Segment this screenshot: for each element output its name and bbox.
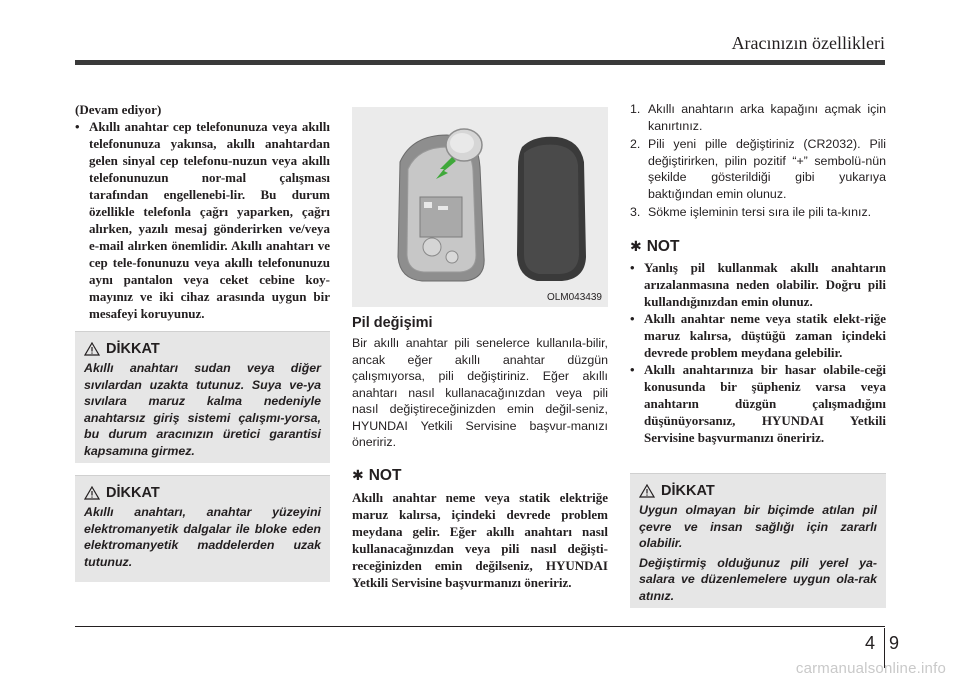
- bullet-item: [75, 118, 330, 322]
- column-2: [352, 315, 608, 591]
- caution-box-electromagnetic: [75, 475, 330, 582]
- note-heading: ✱ NOT: [352, 466, 402, 484]
- header-rule: [75, 60, 885, 65]
- bullet-dot: •: [630, 259, 635, 275]
- note-text: Akıllı anahtar neme veya statik elektriğe maruz kalırsa, içindeki devrede problem meydana gelir. Eğer akıllı anahtarı nasıl kullanacağınızdan veya pili nasıl değişti-receğinizden emin değilseniz, HYUNDAI Yetkili Servisine başvurmanızı öneririz.: [352, 489, 608, 590]
- chapter-number: 4: [865, 633, 876, 653]
- bullet-dot: •: [630, 310, 635, 326]
- caution-box-disposal: [630, 473, 886, 608]
- column-3: [630, 101, 886, 446]
- footer-rule: [75, 626, 885, 627]
- section-title: Pil değişimi: [352, 315, 433, 331]
- note-bullet: • Akıllı anahtar neme veya statik elekt-riğe maruz kalırsa, düştüğü zaman içindeki devrede problem meydana gelebilir.: [630, 310, 886, 360]
- figure-code: OLM043439: [546, 292, 602, 303]
- caution-text: Değiştirmiş olduğunuz pili yerel ya-salara ve düzenlemelere uygun ola-rak atınız.: [639, 555, 877, 603]
- step-item: 1. Akıllı anahtarın arka kapağını açmak için kanırtınız.: [630, 102, 886, 133]
- smart-key-battery-figure: [352, 107, 608, 307]
- column-1: [75, 101, 330, 322]
- caution-text: Akıllı anahtarı sudan veya diğer sıvılardan uzakta tutunuz. Suya ve-ya sıvılara maruz kalma nedeniyle anahtarsız giriş sistemi çalışmı-yorsa, bu durum aracınızın üretici garantisi kapsamına girmez.: [84, 361, 321, 458]
- step-item: 3. Sökme işleminin tersi sıra ile pili ta-kınız.: [630, 205, 872, 219]
- caution-text: Uygun olmayan bir biçimde atılan pil çevre ve insan sağlığı için zararlı olabilir.: [639, 503, 877, 550]
- step-item: 2. Pili yeni pille değiştiriniz (CR2032). Pili değiştirirken, pilin pozitif “+” sembolü-nün şekilde gösterildiği gibi yukarıya baktığından emin olunuz.: [630, 137, 886, 201]
- bullet-text: Akıllı anahtar cep telefonunuza veya akıllı telefonunuza yakınsa, akıllı anahtardan gelen sinyal cep telefonu-nuzun veya akıllı telefonunuzun nor-mal çalışması tarafından engellenebi-lir. Bu durum özellikle telefonla çağrı yaparken, çağrı alırken, yazılı mesaj gönderirken ve/veya e-mail alırken önemlidir. Akıllı anahtarı ve cep tele-fonunuzu veya akıllı telefonunuzu aynı pantalon veya ceket cebine koy-mayınız ve iki cihaz arasında uygun bir mesafeyi koruyunuz.: [89, 119, 330, 321]
- warning-triangle-icon: [84, 342, 100, 356]
- caution-heading: DİKKAT: [84, 482, 321, 504]
- star-icon: ✱: [352, 467, 364, 484]
- page-number: 9: [889, 633, 900, 653]
- section-text: Bir akıllı anahtar pili senelerce kullanıla-bilir, ancak eğer akıllı anahtar düzgün çalışmıyorsa, pili değiştiriniz. Eğer akıllı anahtarı nasıl kullanacağınızdan veya pili nasıl değiştireceğinizden emin değil-seniz, HYUNDAI Yetkili Servisine başvur-manızı öneririz.: [352, 336, 608, 449]
- caution-text: Akıllı anahtarı, anahtar yüzeyini elektromanyetik dalgalar ile bloke eden elektromanyetik maddelerden uzak tutunuz.: [84, 505, 321, 569]
- note-bullet: • Yanlış pil kullanmak akıllı anahtarın arızalanmasına neden olabilir. Doğru pili kullandığınızdan emin olunuz.: [630, 259, 886, 309]
- bullet-dot: •: [75, 119, 80, 134]
- caution-heading: DİKKAT: [639, 480, 877, 502]
- star-icon: ✱: [630, 238, 642, 255]
- smart-key-illustration: [352, 107, 608, 307]
- warning-triangle-icon: [639, 484, 655, 498]
- note-heading: ✱ NOT: [630, 237, 680, 255]
- note-bullet: • Akıllı anahtarınıza bir hasar olabile-ceği konusunda bir şüpheniz varsa veya anahtarın düzgün çalışmadığını düşünüyorsanız, HYUNDAI Yetkili Servisine başvurmanızı öneririz.: [630, 361, 886, 445]
- warning-triangle-icon: [84, 486, 100, 500]
- caution-box-water: [75, 331, 330, 463]
- watermark: carmanualsonline.info: [795, 660, 946, 677]
- caution-heading: DİKKAT: [84, 338, 321, 360]
- bullet-dot: •: [630, 361, 635, 377]
- continued-label: (Devam ediyor): [75, 102, 162, 117]
- chapter-title: Aracınızın özellikleri: [731, 33, 885, 53]
